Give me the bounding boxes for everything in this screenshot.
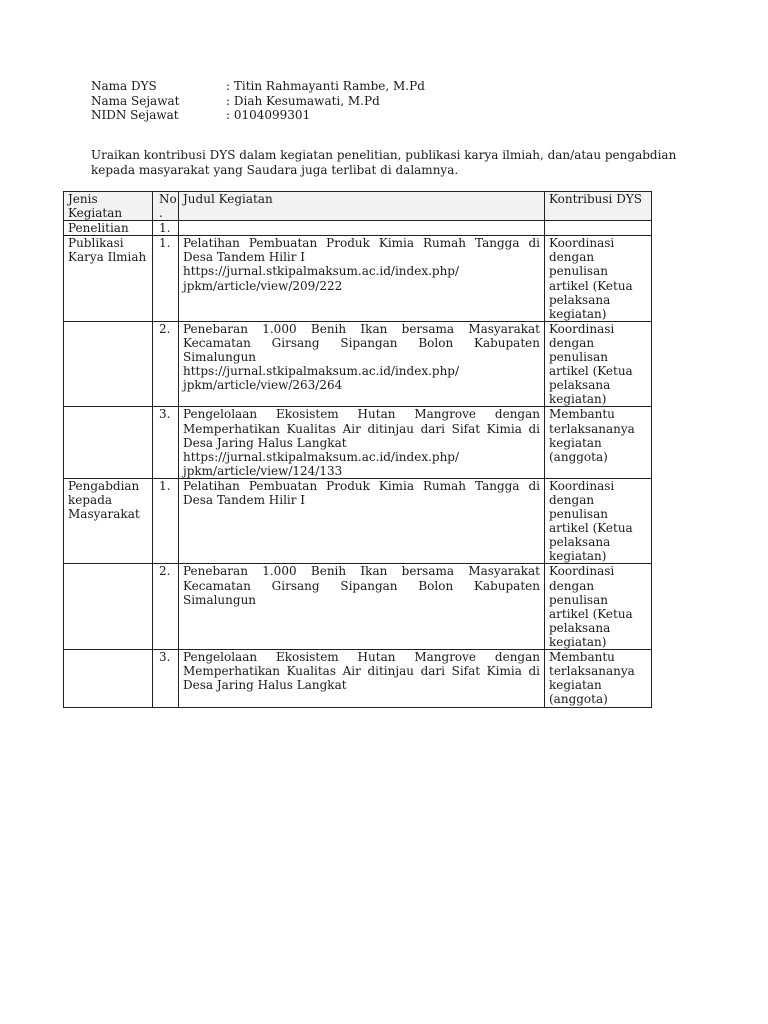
jenis-cell: Pengabdian kepada Masyarakat	[64, 478, 153, 564]
table-row	[64, 407, 652, 478]
no-cell: 1.	[153, 478, 179, 564]
table-header-row	[64, 192, 652, 221]
jenis-cell: Penelitian	[64, 221, 153, 236]
article-url: https://jurnal.stkipalmaksum.ac.id/index.php/ jpkm/article/view/124/133	[183, 449, 460, 478]
judul-cell	[179, 236, 545, 322]
judul-cell	[179, 478, 545, 564]
judul-cell	[179, 564, 545, 650]
kontribusi-cell: Membantu terlaksananya kegiatan (anggota)	[545, 650, 652, 708]
judul-text: Pengelolaan Ekosistem Hutan Mangrove dengan Memperhatikan Kualitas Air ditinjau dari Sifat Kimia di Desa Jaring Halus Langkat	[183, 650, 540, 693]
identity-row-nidn-sejawat	[91, 108, 425, 123]
no-cell: 1.	[153, 221, 179, 236]
article-url: https://jurnal.stkipalmaksum.ac.id/index.php/ jpkm/article/view/209/222	[183, 264, 460, 293]
jenis-cell: Publikasi Karya Ilmiah	[64, 236, 153, 322]
no-cell: 1.	[153, 236, 179, 322]
table-row	[64, 321, 652, 407]
identity-value: : Titin Rahmayanti Rambe, M.Pd	[226, 79, 425, 93]
table-row	[64, 236, 652, 322]
jenis-cell	[64, 407, 153, 478]
judul-text: Pelatihan Pembuatan Produk Kimia Rumah Tangga di Desa Tandem Hilir I	[183, 478, 540, 507]
identity-value: : Diah Kesumawati, M.Pd	[226, 93, 380, 108]
judul-cell	[179, 221, 545, 236]
identity-row-nama-sejawat	[91, 94, 425, 109]
contribution-table	[63, 191, 652, 708]
kontribusi-cell: Koordinasi dengan penulisan artikel (Ketua pelaksana kegiatan)	[545, 321, 652, 407]
table-row	[64, 221, 652, 236]
kontribusi-cell: Membantu terlaksananya kegiatan (anggota)	[545, 407, 652, 478]
identity-label: Nama DYS	[91, 79, 157, 93]
judul-text: Penebaran 1.000 Benih Ikan bersama Masyarakat Kecamatan Girsang Sipangan Bolon Kabupaten Simalungun	[183, 564, 540, 607]
judul-text: Pengelolaan Ekosistem Hutan Mangrove dengan Memperhatikan Kualitas Air ditinjau dari Sifat Kimia di Desa Jaring Halus Langkat	[183, 407, 540, 450]
judul-text: Penebaran 1.000 Benih Ikan bersama Masyarakat Kecamatan Girsang Sipangan Bolon Kabupaten Simalungun	[183, 321, 540, 365]
header-judul-kegiatan: Judul Kegiatan	[179, 192, 545, 221]
header-jenis-kegiatan: Jenis Kegiatan	[64, 192, 153, 221]
judul-cell	[179, 321, 545, 407]
table-row	[64, 650, 652, 708]
identity-block	[91, 79, 425, 123]
no-cell: 3.	[153, 407, 179, 478]
kontribusi-cell: Koordinasi dengan penulisan artikel (Ketua pelaksana kegiatan)	[545, 236, 652, 322]
no-cell: 2.	[153, 564, 179, 650]
table-row	[64, 564, 652, 650]
identity-label: NIDN Sejawat	[91, 108, 179, 122]
article-url: https://jurnal.stkipalmaksum.ac.id/index.php/ jpkm/article/view/263/264	[183, 364, 460, 393]
identity-label: Nama Sejawat	[91, 93, 180, 108]
no-cell: 3.	[153, 650, 179, 708]
no-cell: 2.	[153, 321, 179, 407]
kontribusi-cell: Koordinasi dengan penulisan artikel (Ketua pelaksana kegiatan)	[545, 478, 652, 564]
jenis-cell	[64, 564, 153, 650]
instruction-paragraph: Uraikan kontribusi DYS dalam kegiatan penelitian, publikasi karya ilmiah, dan/atau pengabdian kepada masyarakat yang Saudara juga terlibat di dalamnya.	[91, 148, 677, 177]
table-row	[64, 478, 652, 564]
header-kontribusi-dys: Kontribusi DYS	[545, 192, 652, 221]
judul-cell	[179, 650, 545, 708]
jenis-cell	[64, 321, 153, 407]
jenis-cell	[64, 650, 153, 708]
identity-value: : 0104099301	[226, 108, 311, 122]
kontribusi-cell	[545, 221, 652, 236]
judul-text: Pelatihan Pembuatan Produk Kimia Rumah Tangga di Desa Tandem Hilir I	[183, 236, 540, 265]
kontribusi-cell: Koordinasi dengan penulisan artikel (Ketua pelaksana kegiatan)	[545, 564, 652, 650]
header-no: No.	[153, 192, 179, 221]
identity-row-nama-dys	[91, 79, 425, 94]
judul-cell	[179, 407, 545, 478]
